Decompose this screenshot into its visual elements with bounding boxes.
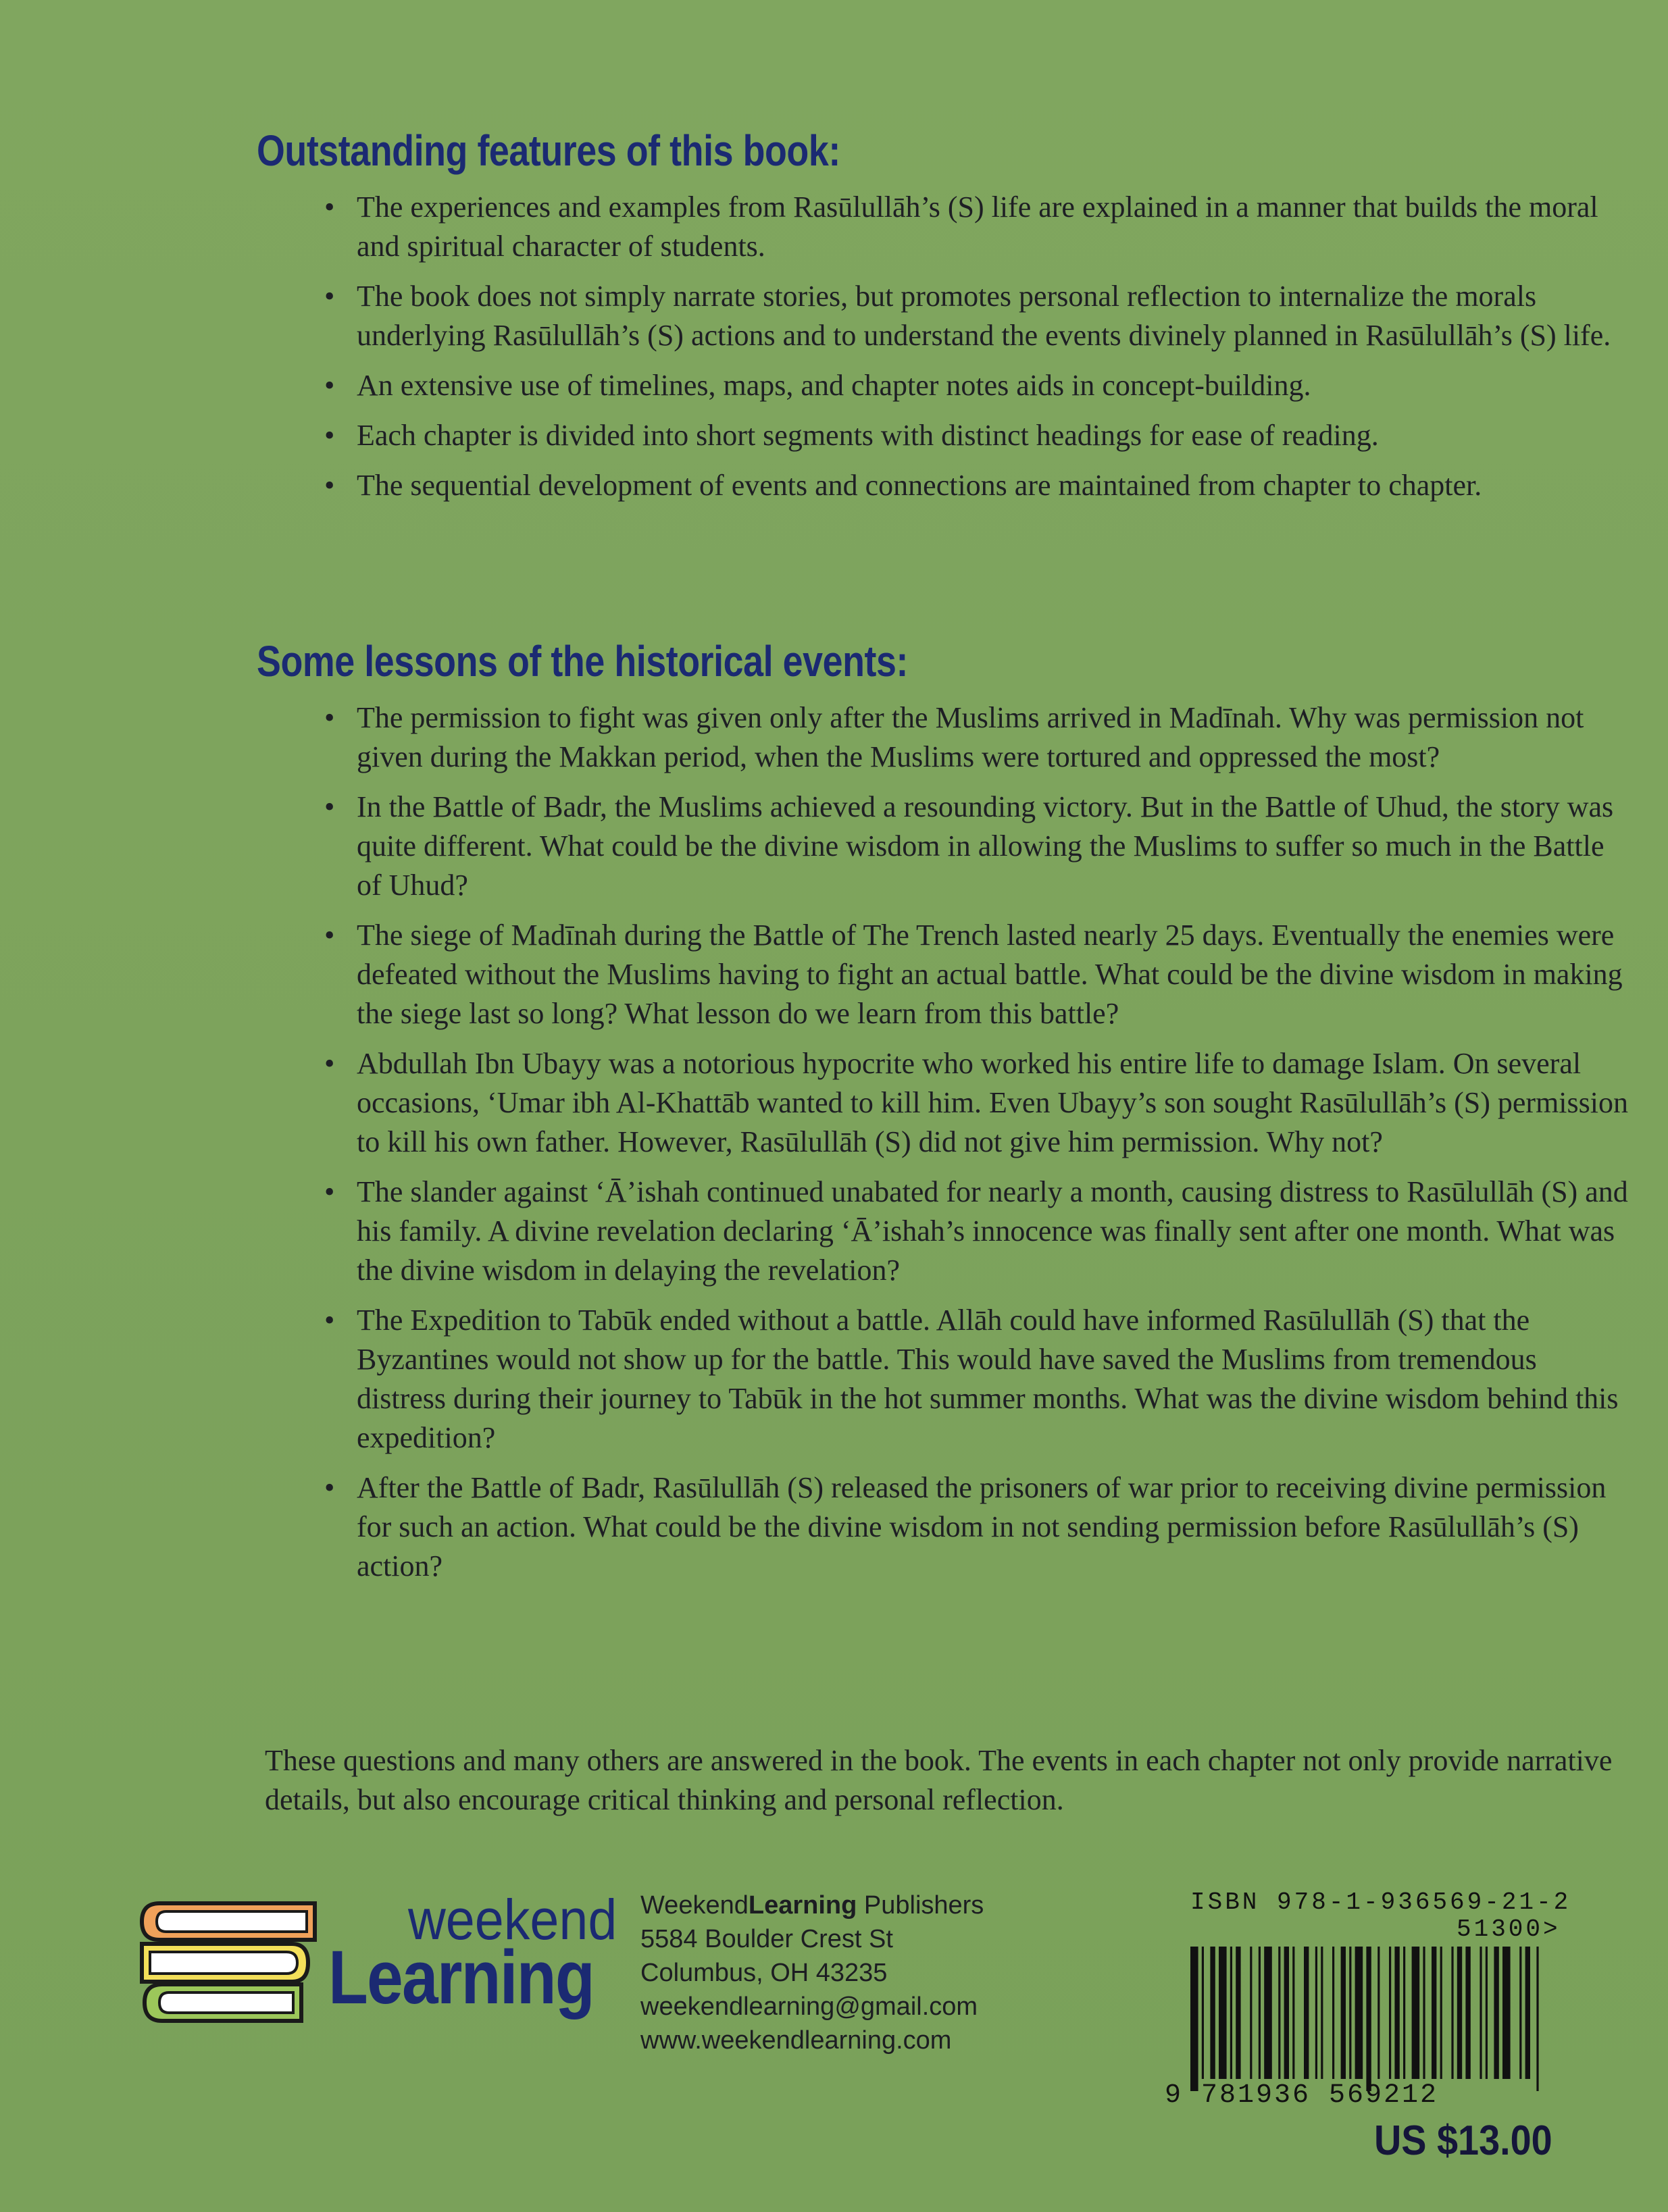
publisher-name-part: Weekend [640,1891,749,1920]
weekend-learning-logo [132,1888,617,2026]
publisher-website: www.weekendlearning.com [640,2026,952,2055]
list-item: • The experiences and examples from Rasūlullāh’s (S) life are explained in a manner that builds the moral and spiritual character of students. [324,188,1628,266]
price-label: US $13.00 [1374,2117,1552,2164]
publisher-name-bold: Learning [748,1891,857,1920]
barcode-addon-label: 51300> [1457,1915,1561,1943]
list-item: • The sequential development of events and connections are maintained from chapter to chapter. [324,466,1628,505]
list-item: • Each chapter is divided into short segments with distinct headings for ease of reading. [324,416,1628,455]
publisher-name [640,1888,984,1922]
list-item: • An extensive use of timelines, maps, and chapter notes aids in concept-building. [324,366,1628,405]
list-item: • The book does not simply narrate stories, but promotes personal reflection to internalize the morals underlying Rasūlullāh’s (S) actions and to understand the events divinely planned in Rasūlullāh’s (S) life. [324,277,1628,355]
stacked-books-icon [132,1891,328,2026]
list-item: • In the Battle of Badr, the Muslims achieved a resounding victory. But in the Battle of Uhud, the story was quite different. What could be the divine wisdom in allowing the Muslims to suffer so much in the Battle of Uhud? [324,788,1628,905]
logo-word-learning: Learning [328,1935,594,2020]
list-item: • Abdullah Ibn Ubayy was a notorious hypocrite who worked his entire life to damage Islam. On several occasions, ‘Umar ibh Al-Khattāb wanted to kill him. Even Ubayy’s son sought Rasūlullāh’s (S) permission to kill his own father. However, Rasūlullāh (S) did not give him permission. Why not? [324,1044,1628,1162]
publisher-city: Columbus, OH 43235 [640,1959,888,1987]
list-item: • The siege of Madīnah during the Battle of The Trench lasted nearly 25 days. Eventually the enemies were defeated without the Muslims having to fight an actual battle. What could be the divine wisdom in making the siege last so long? What lesson do we learn from this battle? [324,916,1628,1033]
publisher-info [640,1888,984,2057]
features-list [324,188,1628,516]
barcode-digits: 9 781936 569212 [1165,2080,1439,2111]
publisher-email: weekendlearning@gmail.com [640,1992,978,2021]
list-item: • After the Battle of Badr, Rasūlullāh (S) released the prisoners of war prior to receiving divine permission for such an action. What could be the divine wisdom in not sending permission before Rasūlullāh’s (S) action? [324,1468,1628,1586]
isbn-label: ISBN 978-1-936569-21-2 [1190,1888,1571,1916]
list-item: • The slander against ‘Ā’ishah continued unabated for nearly a month, causing distress to Rasūlullāh (S) and his family. A divine revelation declaring ‘Ā’ishah’s innocence was finally sent after one month. What was the divine wisdom in delaying the revelation? [324,1173,1628,1290]
closing-paragraph: These questions and many others are answered in the book. The events in each chapter not only provide narrative details, but also encourage critical thinking and personal reflection. [265,1744,1613,1816]
logo-word-weekend: weekend [408,1888,617,1951]
list-item: • The Expedition to Tabūk ended without a battle. Allāh could have informed Rasūlullāh (S) that the Byzantines would not show up for the battle. This would have saved the Muslims from tremendous distress during their journey to Tabūk in the hot summer months. What was the divine wisdom behind this expedition? [324,1301,1628,1458]
lessons-list [324,698,1628,1597]
features-heading: Outstanding features of this book: [257,126,840,175]
publisher-street: 5584 Boulder Crest St [640,1925,893,1953]
barcode-icon [1190,1947,1569,2091]
publisher-name-part: Publishers [857,1891,984,1920]
lessons-heading: Some lessons of the historical events: [257,637,908,686]
list-item: • The permission to fight was given only after the Muslims arrived in Madīnah. Why was permission not given during the Makkan period, when the Muslims were tortured and oppressed the most? [324,698,1628,777]
